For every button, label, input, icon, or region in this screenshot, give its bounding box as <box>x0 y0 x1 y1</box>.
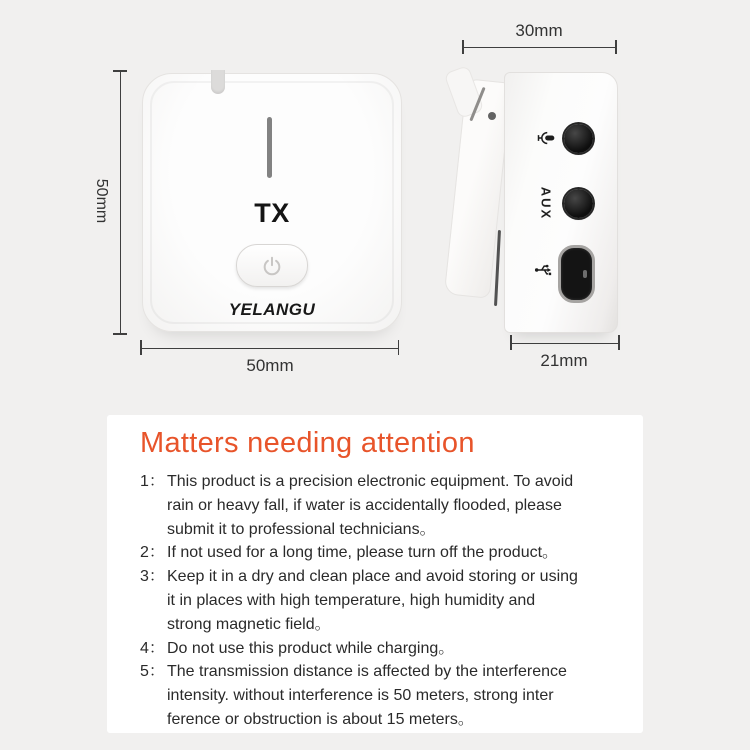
note-number: 4： <box>140 639 165 657</box>
note-number: 1： <box>140 473 165 490</box>
side-depth-dimension-tick-right <box>615 40 617 54</box>
clip-hinge-pin <box>488 112 496 120</box>
front-width-dimension-tick-left <box>140 340 142 355</box>
note-number: 3： <box>140 568 165 586</box>
front-height-dimension-cap-bottom <box>113 333 127 335</box>
mic-jack <box>564 124 593 153</box>
side-depth-dimension-line <box>462 47 616 49</box>
led-indicator <box>267 117 272 178</box>
device-model-label: TX <box>254 198 290 228</box>
note-item-2 <box>140 541 613 565</box>
note-item-1 <box>140 470 613 541</box>
note-line: Keep it in a dry and clean place and avoid storing or using <box>167 568 578 586</box>
note-line: The transmission distance is affected by the interference <box>167 663 567 681</box>
notes-list <box>140 470 613 732</box>
note-line: strong magnetic field。 <box>167 615 331 633</box>
power-icon <box>261 255 283 277</box>
front-width-dimension-line <box>140 348 398 350</box>
side-depth-dimension-tick-left <box>462 40 464 54</box>
note-text <box>167 637 613 661</box>
side-depth-dimension-label: 30mm <box>515 21 563 40</box>
front-height-dimension-line <box>120 71 122 334</box>
note-line: Do not use this product while charging。 <box>167 639 455 657</box>
side-view-device <box>504 72 618 333</box>
note-line: ference or obstruction is about 15 meters。 <box>167 710 474 728</box>
note-line: it in places with high temperature, high humidity and <box>167 591 536 609</box>
front-height-dimension-cap-top <box>113 70 127 72</box>
usb-c-pin <box>583 270 587 278</box>
side-width-dimension-tick-right <box>618 335 620 350</box>
note-line: submit it to professional technicians。 <box>167 520 436 538</box>
note-line: intensity. without interference is 50 meters, strong inter <box>167 687 554 705</box>
front-view-device <box>142 73 402 332</box>
note-text <box>167 541 613 565</box>
usb-icon <box>533 259 555 281</box>
front-height-dimension-label: 50mm <box>93 178 110 224</box>
note-number: 5： <box>140 663 165 681</box>
power-button <box>236 244 308 287</box>
antenna-tab <box>211 70 225 94</box>
note-text <box>167 660 613 731</box>
note-item-3 <box>140 565 613 636</box>
note-line: This product is a precision electronic equipment. To avoid <box>167 473 574 490</box>
usb-c-port <box>558 245 595 303</box>
side-width-dimension-tick-left <box>510 335 512 350</box>
notes-panel <box>107 415 643 733</box>
microphone-icon <box>536 128 556 148</box>
note-line: If not used for a long time, please turn off the product。 <box>167 544 559 562</box>
note-text <box>167 565 613 636</box>
brand-logo: YELANGU <box>228 300 316 319</box>
note-item-5 <box>140 660 613 731</box>
note-item-4 <box>140 637 613 661</box>
aux-label: AUX <box>538 186 554 221</box>
note-text <box>167 470 613 541</box>
notes-title: Matters needing attention <box>140 427 475 459</box>
note-number: 2： <box>140 544 165 562</box>
front-width-dimension-tick-right <box>398 340 400 355</box>
aux-jack <box>564 189 593 218</box>
side-width-dimension-line <box>510 343 619 345</box>
side-width-dimension-label: 21mm <box>540 351 588 370</box>
front-width-dimension-label: 50mm <box>246 356 294 375</box>
note-line: rain or heavy fall, if water is accidentally flooded, please <box>167 496 562 514</box>
